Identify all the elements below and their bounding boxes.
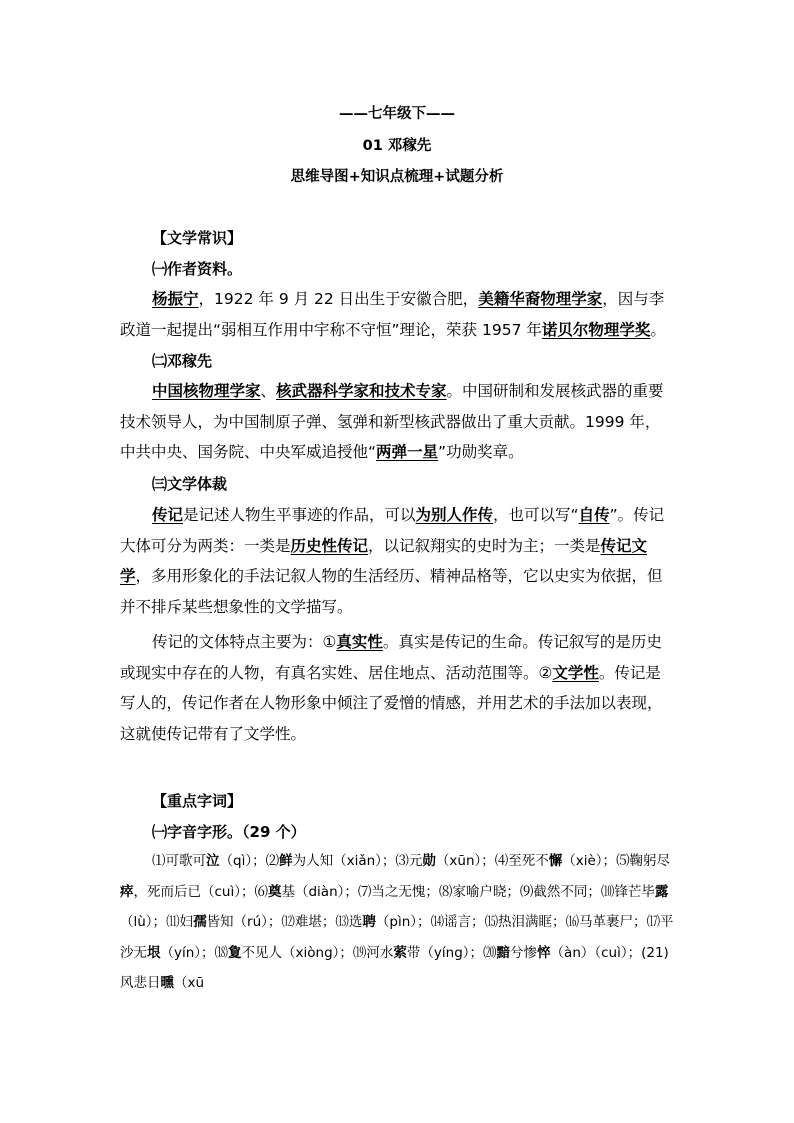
vocab-heading: ㈠字音字形。（29 个）: [152, 823, 306, 841]
vocab-item: ⑼截然不同；: [519, 883, 601, 900]
vocab-item: ⑾妇孺皆知（rú）；: [166, 914, 282, 930]
vocab-item: ⑽锋芒毕露（lù）；: [120, 883, 669, 930]
vocab-item: ⑸鞠躬尽瘁，死而后已（cuì）；: [120, 853, 671, 900]
lesson-subtitle: 思维导图+知识点梳理+试题分析: [290, 169, 504, 185]
subject-identity-1: 中国核物理学家: [152, 382, 261, 400]
vocab-item: ⒄平沙无垠（yín）；: [120, 914, 674, 961]
genre-features-paragraph: 传记的文体特点主要为：①真实性。真实是传记的生命。传记叙写的是历史或现实中存在的人物，有真名实姓、居住地点、活动范围等。②文学性。传记是写人的，传记作者在人物形象中倾注了爱憎的情感，并用艺术的手法加以表现，这就使传记带有了文学性。: [120, 633, 663, 743]
lesson-title: 01 邓稼先: [362, 138, 432, 154]
vocab-item: ⒆河水萦带（yíng）；: [352, 944, 484, 961]
vocab-item: ⒀选聘（pìn）；: [335, 914, 431, 930]
subject-identity-2: 核武器科学家和技术专家: [276, 382, 447, 400]
vocab-item: ⑴可歌可泣（qì）；: [152, 853, 266, 869]
vocab-item: ⒁谣言；: [430, 914, 485, 930]
subject-heading: ㈡邓稼先: [152, 352, 213, 370]
vocab-item: ⑷至死不懈（xiè）；: [494, 853, 617, 869]
vocab-list: [120, 846, 676, 999]
genre-paragraph: 传记是记述人物生平事迹的作品，可以为别人作传，也可以写“自传”。传记大体可分为两类：一类是历史性传记，以记叙翔实的史时为主；一类是传记文学，多用形象化的手法记叙人物的生活经历、精神品格等，它以史实为依据，但并不排斥某些想象性的文学描写。: [120, 506, 665, 616]
literature-section-title: 【文学常识】: [152, 229, 243, 247]
author-name: 杨振宁: [152, 290, 199, 308]
vocab-item: (21)风悲日曛（xū: [120, 944, 669, 991]
subject-medal: 两弹一星: [376, 443, 439, 461]
vocab-item: ⑿难堪；: [281, 914, 336, 930]
author-identity: 美籍华裔物理学家: [478, 290, 603, 308]
vocab-item: ⑵鲜为人知（xiǎn）；: [265, 853, 396, 869]
vocab-item: ⑻家喻户晓；: [438, 883, 520, 900]
author-paragraph: 杨振宁，1922 年 9 月 22 日出生于安徽合肥，美籍华裔物理学家，因与李政道一起提出“弱相互作用中宇称不守恒”理论，荣获 1957 年诺贝尔物理学奖。: [120, 290, 666, 339]
vocab-item: 悴（àn）（cuì）；: [537, 944, 642, 961]
vocab-item: ⒃马革裹尸；: [565, 914, 647, 930]
author-heading: ㈠作者资料。: [152, 260, 243, 278]
subject-paragraph: 中国核物理学家、核武器科学家和技术专家。中国研制和发展核武器的重要技术领导人，为中国制原子弹、氢弹和新型核武器做出了重大贡献。1999 年，中共中央、国务院、中央军威追授他“两弹一星”功勋奖章。: [120, 382, 664, 461]
vocab-item: ⑶元勋（xūn）；: [395, 853, 495, 869]
author-award: 诺贝尔物理学奖: [541, 320, 651, 339]
vocab-item: ⒅夐不见人（xiòng）；: [214, 944, 353, 961]
grade-heading: ——七年级下——: [339, 106, 455, 122]
vocab-section-title: 【重点字词】: [152, 792, 243, 810]
vocab-item: ⑹奠基（diàn）；: [254, 883, 358, 900]
vocab-item: ⒂热泪满眶；: [484, 914, 566, 930]
vocab-item: ⑺当之无愧；: [357, 883, 439, 900]
vocab-item: ⒇黯兮惨: [483, 944, 538, 961]
genre-heading: ㈢文学体裁: [152, 475, 228, 493]
